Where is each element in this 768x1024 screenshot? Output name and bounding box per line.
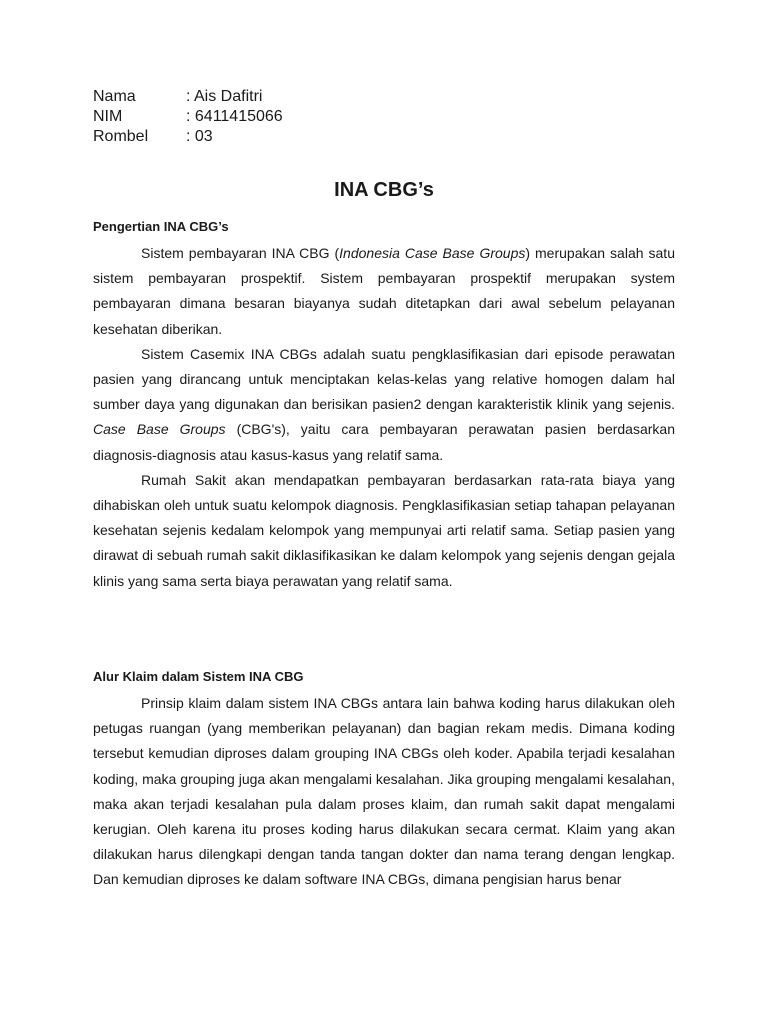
section-heading: Alur Klaim dalam Sistem INA CBG bbox=[93, 669, 304, 684]
paragraph-italic-term: Case Base Groups bbox=[93, 421, 226, 438]
paragraph bbox=[93, 241, 675, 342]
identity-row-name bbox=[93, 87, 283, 107]
section-pengertian bbox=[93, 218, 675, 594]
paragraph bbox=[93, 342, 675, 468]
identity-value: : Ais Dafitri bbox=[186, 88, 263, 105]
paragraph: Prinsip klaim dalam sistem INA CBGs antara lain bahwa koding harus dilakukan oleh petugas ruangan (yang memberikan pelayanan) dan bagian rekam medis. Dimana koding tersebut kemudian diproses dalam grouping INA CBGs oleh koder. Apabila terjadi kesalahan koding, maka grouping juga akan mengalami kesalahan. Jika grouping mengalami kesalahan, maka akan terjadi kesalahan pula dalam proses klaim, dan rumah sakit dapat mengalami kerugian. Oleh karena itu proses koding harus dilakukan secara cermat. Klaim yang akan dilakukan harus dilengkapi dengan tanda tangan dokter dan nama terang dengan lengkap. Dan kemudian diproses ke dalam software INA CBGs, dimana pengisian harus benar bbox=[93, 695, 675, 888]
identity-value: : 6411415066 bbox=[186, 108, 283, 125]
identity-label: Nama bbox=[93, 88, 136, 105]
section-alur-klaim bbox=[93, 668, 675, 893]
section-heading: Pengertian INA CBG’s bbox=[93, 219, 229, 234]
paragraph-text: Sistem Casemix INA CBGs adalah suatu pengklasifikasian dari episode perawatan pasien yang dirancang untuk menciptakan kelas-kelas yang relative homogen dalam hal sumber daya yang digunakan dan berisikan pasien2 dengan karakteristik klinik yang sejenis. bbox=[93, 345, 675, 413]
student-identity bbox=[93, 87, 283, 147]
paragraph: Rumah Sakit akan mendapatkan pembayaran berdasarkan rata-rata biaya yang dihabiskan oleh untuk suatu kelompok diagnosis. Pengklasifikasian setiap tahapan pelayanan kesehatan sejenis kedalam kelompok yang mempunyai arti relatif sama. Setiap pasien yang dirawat di sebuah rumah sakit diklasifikasikan ke dalam kelompok yang sejenis dengan gejala klinis yang sama serta biaya perawatan yang relatif sama. bbox=[93, 471, 675, 589]
identity-value: : 03 bbox=[186, 128, 213, 145]
identity-row-rombel bbox=[93, 127, 283, 147]
identity-label: NIM bbox=[93, 108, 123, 125]
paragraph-text: (CBG's), yaitu cara pembayaran perawatan pasien berdasarkan diagnosis-diagnosis atau kasus-kasus yang relatif sama. bbox=[93, 421, 675, 463]
document-title: INA CBG’s bbox=[334, 179, 434, 201]
identity-label: Rombel bbox=[93, 128, 149, 145]
paragraph-text: ) merupakan salah satu sistem pembayaran prospektif. Sistem pembayaran prospektif merupakan system pembayaran dimana besaran biayanya sudah ditetapkan dari awal sebelum pelayanan kesehatan diberikan. bbox=[93, 245, 675, 337]
paragraph-text: Sistem pembayaran INA CBG ( bbox=[141, 245, 340, 261]
paragraph-italic-term: Indonesia Case Base Groups bbox=[339, 245, 526, 261]
identity-row-nim bbox=[93, 107, 283, 127]
